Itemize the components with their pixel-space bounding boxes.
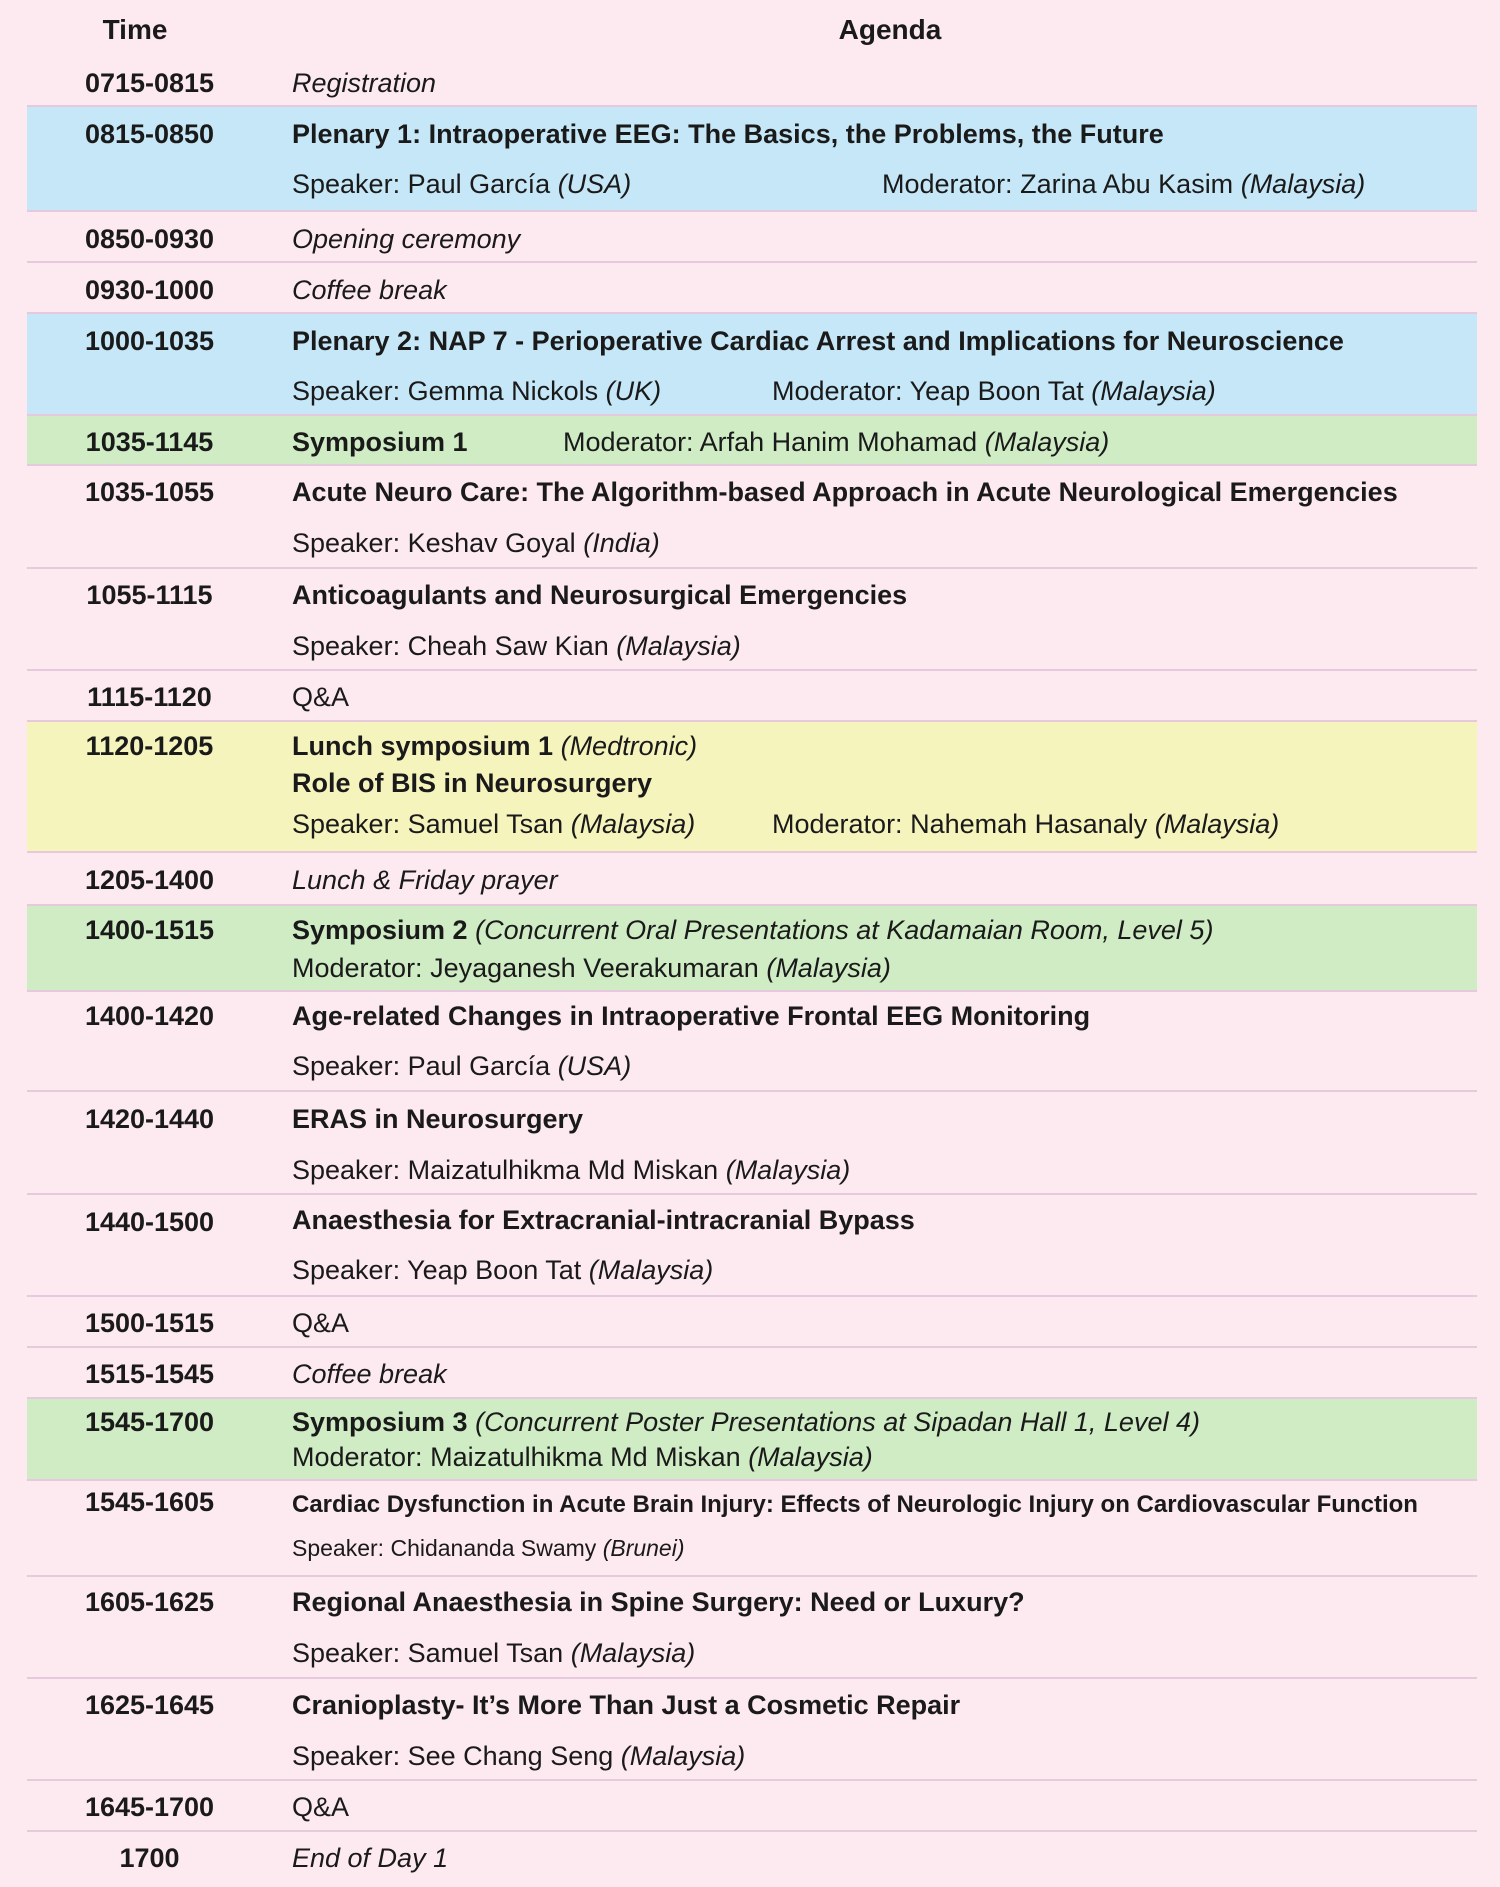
row-subtitle: Role of BIS in Neurosurgery xyxy=(292,768,653,798)
row-time: 1545-1700 xyxy=(84,1407,215,1437)
speaker-name: See Chang Seng xyxy=(407,1741,614,1771)
speaker-label: Speaker: xyxy=(292,631,401,661)
moderator-line xyxy=(292,1442,873,1473)
row-title: Opening ceremony xyxy=(292,224,521,254)
row-title-line xyxy=(292,915,1213,946)
speaker-line xyxy=(292,376,661,407)
row-time: 1400-1420 xyxy=(84,1001,215,1031)
row-time: 0930-1000 xyxy=(84,275,215,305)
speaker-label: Speaker: xyxy=(292,1535,385,1561)
speaker-country: (UK) xyxy=(605,376,662,406)
row-title: Q&A xyxy=(292,1308,350,1338)
row-title: Q&A xyxy=(292,682,350,712)
speaker-country: (Malaysia) xyxy=(725,1155,851,1185)
row-title: Anaesthesia for Extracranial-intracranial Bypass xyxy=(292,1205,915,1235)
row-time: 1645-1700 xyxy=(84,1792,215,1822)
row-title: End of Day 1 xyxy=(292,1843,449,1873)
moderator-country: (Malaysia) xyxy=(1240,169,1366,199)
moderator-label: Moderator: xyxy=(563,427,694,457)
row-title: Registration xyxy=(292,68,437,98)
speaker-label: Speaker: xyxy=(292,1741,401,1771)
moderator-name: Maizatulhikma Md Miskan xyxy=(430,1442,741,1472)
speaker-name: Gemma Nickols xyxy=(407,376,599,406)
row-title: Coffee break xyxy=(292,275,447,305)
row-title: Anticoagulants and Neurosurgical Emergencies xyxy=(292,580,908,610)
row-title: Lunch symposium 1 xyxy=(292,731,554,761)
speaker-label: Speaker: xyxy=(292,376,401,406)
row-title-line xyxy=(292,731,697,762)
moderator-country: (Malaysia) xyxy=(984,427,1110,457)
row-time: 1440-1500 xyxy=(84,1207,215,1237)
moderator-line xyxy=(882,169,1365,200)
row-time: 0715-0815 xyxy=(84,68,215,98)
speaker-line xyxy=(292,1741,745,1772)
row-time: 1000-1035 xyxy=(84,326,215,356)
speaker-label: Speaker: xyxy=(292,528,401,558)
agenda-row-plenary-2 xyxy=(27,314,1477,416)
agenda-row-qa xyxy=(27,1297,1477,1348)
row-title: Symposium 2 xyxy=(292,915,468,945)
time-column-header: Time xyxy=(102,14,168,45)
speaker-country: (India) xyxy=(583,528,660,558)
agenda-row-talk xyxy=(27,1679,1477,1781)
moderator-line xyxy=(772,376,1216,407)
agenda-row-talk xyxy=(27,1195,1477,1297)
speaker-line xyxy=(292,631,741,662)
speaker-country: (USA) xyxy=(557,169,632,199)
agenda-row-lunch xyxy=(27,853,1477,906)
row-title-note: (Concurrent Poster Presentations at Sipadan Hall 1, Level 4) xyxy=(475,1407,1200,1437)
row-time: 1420-1440 xyxy=(84,1104,215,1134)
moderator-line xyxy=(563,427,1109,458)
agenda-row-coffee-break xyxy=(27,1348,1477,1399)
row-title: Plenary 2: NAP 7 - Perioperative Cardiac Arrest and Implications for Neuroscience xyxy=(292,326,1344,356)
speaker-name: Paul García xyxy=(407,1051,551,1081)
agenda-row-registration xyxy=(27,56,1477,107)
agenda-row-opening-ceremony xyxy=(27,212,1477,263)
row-time: 1035-1055 xyxy=(84,477,215,507)
agenda-row-end-of-day xyxy=(27,1832,1477,1887)
speaker-name: Keshav Goyal xyxy=(407,528,576,558)
speaker-label: Speaker: xyxy=(292,1051,401,1081)
speaker-line xyxy=(292,528,660,559)
agenda-column-header: Agenda xyxy=(838,14,942,45)
moderator-name: Nahemah Hasanaly xyxy=(910,809,1148,839)
row-time: 0850-0930 xyxy=(84,224,215,254)
speaker-line xyxy=(292,1535,685,1562)
agenda-row-qa xyxy=(27,671,1477,722)
agenda-row-symposium-1 xyxy=(27,416,1477,466)
speaker-line xyxy=(292,169,631,200)
moderator-label: Moderator: xyxy=(772,376,903,406)
speaker-name: Samuel Tsan xyxy=(407,1638,564,1668)
row-title: Cranioplasty- It’s More Than Just a Cosmetic Repair xyxy=(292,1690,961,1720)
moderator-country: (Malaysia) xyxy=(766,953,891,983)
row-title: Cardiac Dysfunction in Acute Brain Injury: Effects of Neurologic Injury on Cardiovascular Function xyxy=(292,1491,1418,1518)
agenda-row-symposium-3 xyxy=(27,1399,1477,1481)
moderator-line xyxy=(772,809,1279,840)
agenda-row-talk xyxy=(27,1577,1477,1679)
speaker-label: Speaker: xyxy=(292,809,401,839)
speaker-name: Samuel Tsan xyxy=(407,809,564,839)
speaker-line xyxy=(292,1051,631,1082)
speaker-line xyxy=(292,809,695,840)
speaker-name: Chidananda Swamy xyxy=(390,1535,597,1561)
row-time: 1035-1145 xyxy=(85,427,214,457)
row-title-line xyxy=(292,1407,1200,1438)
speaker-country: (Malaysia) xyxy=(616,631,741,661)
speaker-line xyxy=(292,1638,695,1669)
agenda-row-talk xyxy=(27,1481,1477,1577)
moderator-name: Jeyaganesh Veerakumaran xyxy=(430,953,759,983)
agenda-row-talk xyxy=(27,569,1477,671)
speaker-label: Speaker: xyxy=(292,1638,401,1668)
row-time: 1515-1545 xyxy=(84,1359,215,1389)
row-title-note: (Medtronic) xyxy=(560,731,698,761)
agenda-row-plenary-1 xyxy=(27,107,1477,212)
agenda-row-talk xyxy=(27,1092,1477,1195)
agenda-row-lunch-symposium xyxy=(27,722,1477,853)
moderator-label: Moderator: xyxy=(292,1442,423,1472)
moderator-name: Arfah Hanim Mohamad xyxy=(699,427,978,457)
row-time: 1545-1605 xyxy=(84,1487,215,1517)
speaker-country: (USA) xyxy=(557,1051,632,1081)
speaker-name: Yeap Boon Tat xyxy=(407,1255,582,1285)
speaker-country: (Malaysia) xyxy=(620,1741,746,1771)
row-title: Lunch & Friday prayer xyxy=(292,865,558,895)
row-time: 1625-1645 xyxy=(84,1690,215,1720)
speaker-line xyxy=(292,1255,713,1286)
speaker-label: Speaker: xyxy=(292,169,401,199)
row-time: 0815-0850 xyxy=(84,119,215,149)
row-time: 1605-1625 xyxy=(84,1587,215,1617)
speaker-name: Cheah Saw Kian xyxy=(407,631,609,661)
speaker-label: Speaker: xyxy=(292,1155,401,1185)
row-time: 1115-1120 xyxy=(87,682,212,712)
agenda-row-qa xyxy=(27,1781,1477,1832)
moderator-country: (Malaysia) xyxy=(1091,376,1216,406)
speaker-country: (Malaysia) xyxy=(588,1255,714,1285)
speaker-label: Speaker: xyxy=(292,1255,401,1285)
row-time: 1120-1205 xyxy=(85,731,214,761)
row-title: Symposium 1 xyxy=(292,427,468,457)
row-title: Symposium 3 xyxy=(292,1407,468,1437)
row-time: 1700 xyxy=(119,1843,180,1873)
row-time: 1055-1115 xyxy=(86,580,213,610)
speaker-country: (Malaysia) xyxy=(570,1638,696,1668)
row-title-note: (Concurrent Oral Presentations at Kadamaian Room, Level 5) xyxy=(475,915,1214,945)
speaker-country: (Malaysia) xyxy=(570,809,696,839)
row-time: 1205-1400 xyxy=(84,865,215,895)
table-header xyxy=(0,0,1500,56)
row-title: Coffee break xyxy=(292,1359,447,1389)
moderator-name: Yeap Boon Tat xyxy=(909,376,1084,406)
row-title: Q&A xyxy=(292,1792,350,1822)
moderator-label: Moderator: xyxy=(882,169,1013,199)
row-title: Age-related Changes in Intraoperative Frontal EEG Monitoring xyxy=(292,1001,1091,1031)
speaker-name: Paul García xyxy=(407,169,551,199)
moderator-label: Moderator: xyxy=(772,809,903,839)
speaker-country: (Brunei) xyxy=(602,1535,685,1561)
speaker-line xyxy=(292,1155,850,1186)
moderator-label: Moderator: xyxy=(292,953,423,983)
agenda-row-symposium-2 xyxy=(27,906,1477,992)
agenda-row-talk xyxy=(27,992,1477,1092)
row-title: ERAS in Neurosurgery xyxy=(292,1104,584,1134)
moderator-country: (Malaysia) xyxy=(1154,809,1280,839)
moderator-name: Zarina Abu Kasim xyxy=(1020,169,1234,199)
row-title: Acute Neuro Care: The Algorithm-based Approach in Acute Neurological Emergencies xyxy=(292,477,1398,507)
agenda-row-talk xyxy=(27,466,1477,569)
row-title: Regional Anaesthesia in Spine Surgery: Need or Luxury? xyxy=(292,1587,1025,1617)
agenda-row-coffee-break xyxy=(27,263,1477,314)
row-time: 1400-1515 xyxy=(84,915,215,945)
moderator-country: (Malaysia) xyxy=(748,1442,873,1472)
row-time: 1500-1515 xyxy=(84,1308,215,1338)
moderator-line xyxy=(292,953,891,984)
row-title: Plenary 1: Intraoperative EEG: The Basics, the Problems, the Future xyxy=(292,119,1164,149)
speaker-name: Maizatulhikma Md Miskan xyxy=(407,1155,719,1185)
